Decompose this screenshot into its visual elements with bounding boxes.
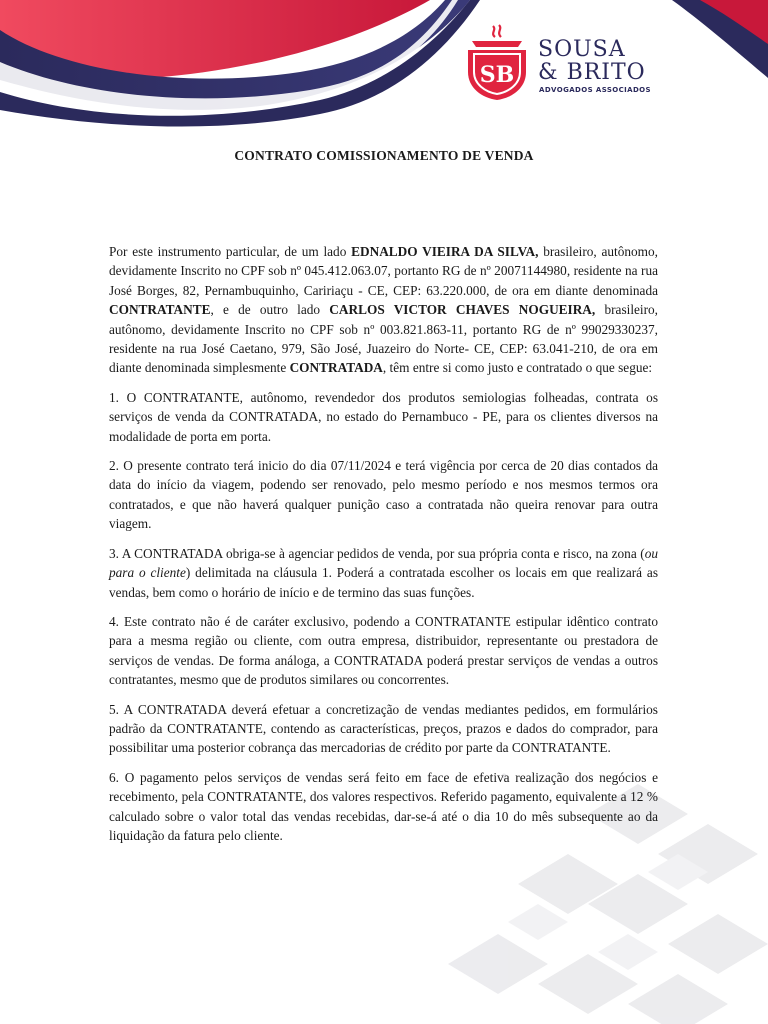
clause-1: 1. O CONTRATANTE, autônomo, revendedor dos produtos semiologias folheadas, contrata os serviços de venda da CONTRATADA, no estado do Pernambuco - PE, para os clientes diversos na modalidade de porta em porta. <box>109 389 658 444</box>
clause-6: 6. O pagamento pelos serviços de vendas será feito em face de efetiva realização dos negócios e recebimento, pela CONTRATANTE, dos valores respectivos. Referido pagamento, equivalente a 12 % calculado sobre o valor total das vendas recebidas, dar-se-á até o dia 10 do mês subsequente ao da liquidação da fatura pelo cliente. <box>109 769 658 843</box>
clause-3-italic: ou para o cliente <box>109 545 658 581</box>
intro-paragraph: Por este instrumento particular, de um lado EDNALDO VIEIRA DA SILVA, brasileiro, autônomo, devidamente Inscrito no CPF sob nº 045.412.063.07, portanto RG de nº 20071144980, residente na rua José Borges, 82, Pernambuquinho, Caririaçu - CE, CEP: 63.220.000, de ora em diante denominada CONTRATANTE, e de outro lado CARLOS VICTOR CHAVES NOGUEIRA, brasileiro, autônomo, devidamente Inscrito no CPF sob nº 003.821.863-11, portanto RG de nº 99029330237, residente na rua José Caetano, 979, São José, Juazeiro do Norte- CE, CEP: 63.041-210, de ora em diante denominada simplesmente CONTRATADA, têm entre si como justo e contratado o que segue: <box>109 244 659 376</box>
document-title: CONTRATO COMISSIONAMENTO DE VENDA <box>234 148 534 163</box>
clause-4: 4. Este contrato não é de caráter exclusivo, podendo a CONTRATANTE estipular idêntico contrato para a mesma região ou cliente, com outra empresa, distribuidor, representante ou prestadora de serviços de vendas. De forma análoga, a CONTRATADA poderá prestar serviços de vendas a outros contratantes, mesmo que de produtos similares ou concorrentes. <box>109 613 658 688</box>
contract-body <box>109 242 658 855</box>
contractor-name: EDNALDO VIEIRA DA SILVA, <box>351 244 539 259</box>
logo-line2: & BRITO <box>538 60 646 85</box>
clause-5: 5. A CONTRATADA deverá efetuar a concretização de vendas mediantes pedidos, em formulários padrão da CONTRATANTE, contendo as características, preços, prazos e dados do comprador, para possibilitar uma posterior cobrança das mercadorias de crédito por parte da CONTRATANTE. <box>109 701 658 756</box>
clause-3: 3. A CONTRATADA obriga-se à agenciar pedidos de venda, por sua própria conta e risco, na zona (ou para o cliente) delimitada na cláusula 1. Poderá a contratada escolher os locais em que realizará as vendas, bem como o horário de início e de termino das suas funções. <box>109 545 658 600</box>
firm-logo <box>466 22 666 102</box>
logo-monogram: SB <box>479 62 515 88</box>
logo-line1: SOUSA <box>538 37 626 62</box>
contratante-label: CONTRATANTE <box>109 302 211 318</box>
contratada-label: CONTRATADA <box>289 360 383 376</box>
sb-monogram-icon <box>466 22 528 102</box>
clause-2: 2. O presente contrato terá inicio do dia 07/11/2024 e terá vigência por cerca de 20 dias contados da data do início da viagem, podendo ser renovado, pelo mesmo período e nos mesmos termos ora contratados, e que não haverá qualquer punição caso a contratada não queira renovar para outra viagem. <box>109 458 658 532</box>
contracted-name: CARLOS VICTOR CHAVES NOGUEIRA, <box>329 302 596 318</box>
logo-subtitle: ADVOGADOS ASSOCIADOS <box>539 86 651 94</box>
